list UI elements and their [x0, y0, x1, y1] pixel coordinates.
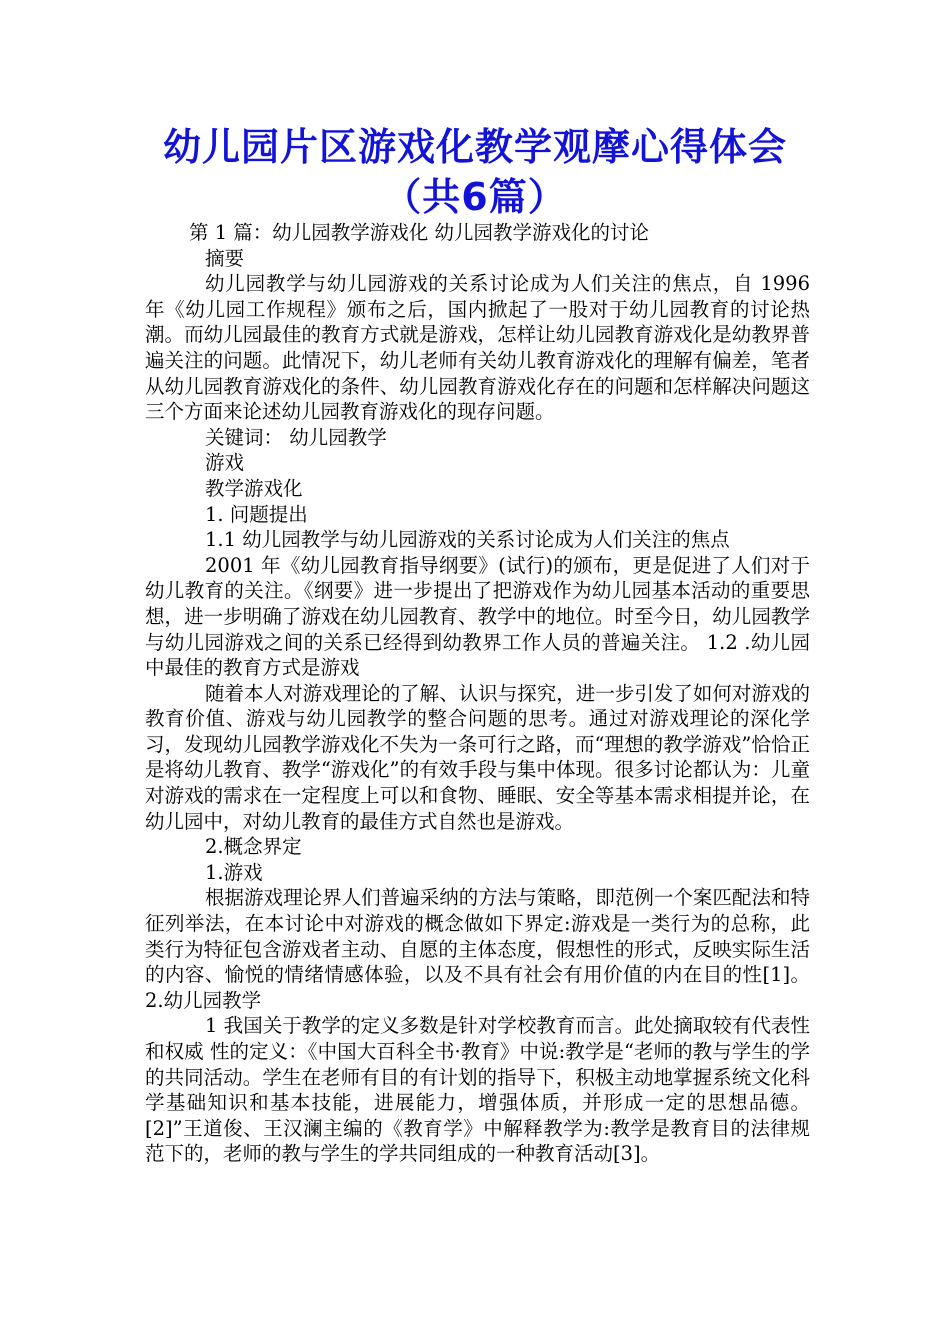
body-paragraph: 2001 年《幼儿园教育指导纲要》(试行)的颁布，更是促进了人们对于幼儿教育的关注。《纲要》进一步提出了把游戏作为幼儿园基本活动的重要思想，进一步明确了游戏在幼儿园教育、教学中的地位。时至今日，幼儿园教学与幼儿园游戏之间的关系已经得到幼教界工作人员的普遍关注。 1.2 .幼儿园中最佳的教育方式是游戏 [145, 553, 810, 680]
abstract-heading: 摘要 [205, 246, 245, 270]
document-title: 幼儿园片区游戏化教学观摩心得体会（共6篇） [162, 125, 787, 219]
section-heading: 2.概念界定 [205, 835, 302, 859]
chapter-heading: 第 1 篇：幼儿园教学游戏化 幼儿园教学游戏化的讨论 [189, 221, 650, 244]
keyword-item: 教学游戏化 [205, 476, 303, 500]
body-paragraph: 随着本人对游戏理论的了解、认识与探究，进一步引发了如何对游戏的教育价值、游戏与幼儿园教学的整合问题的思考。通过对游戏理论的深化学习，发现幼儿园教学游戏化不失为一条可行之路，而“理想的教学游戏”恰恰正是将幼儿教育、教学“游戏化”的有效手段与集中体现。很多讨论都认为：儿童对游戏的需求在一定程度上可以和食物、睡眠、安全等基本需求相提并论，在幼儿园中，对幼儿教育的最佳方式自然也是游戏。 [145, 681, 810, 833]
keyword-item: 游戏 [205, 451, 245, 475]
body-paragraph: 1 我国关于教学的定义多数是针对学校教育而言。此处摘取较有代表性和权威 性的定义：《中国大百科全书·教育》中说:教学是“老师的教与学生的学的共同活动。学生在老师有目的有计划的指导下，积极主动地掌握系统文化科学基础知识和基本技能，进展能力，增强体质，并形成一定的思想品德。[2]”王道俊、王汉澜主编的《教育学》中解释教学为:教学是教育目的法律规范下的，老师的教与学生的学共同组成的一种教育活动[3]。 [145, 1014, 810, 1166]
abstract-paragraph: 幼儿园教学与幼儿园游戏的关系讨论成为人们关注的焦点，自 1996 年《幼儿园工作规程》颁布之后，国内掀起了一股对于幼儿园教育的讨论热潮。而幼儿园最佳的教育方式就是游戏，怎样让幼儿园教育游戏化是幼教界普遍关注的问题。此情况下，幼儿老师有关幼儿教育游戏化的理解有偏差，笔者从幼儿园教育游戏化的条件、幼儿园教育游戏化存在的问题和怎样解决问题这三个方面来论述幼儿园教育游戏化的现存问题。 [145, 272, 810, 424]
document-body [145, 220, 810, 1167]
subsection-heading: 1.游戏 [205, 860, 263, 884]
subsection-heading: 1.1 幼儿园教学与幼儿园游戏的关系讨论成为人们关注的焦点 [205, 528, 730, 552]
section-heading: 1. 问题提出 [205, 502, 308, 526]
keywords-line: 关键词： 幼儿园教学 [205, 425, 387, 449]
body-paragraph: 根据游戏理论界人们普遍采纳的方法与策略，即范例一个案匹配法和特征列举法，在本讨论中对游戏的概念做如下界定:游戏是一类行为的总称，此类行为特征包含游戏者主动、自愿的主体态度，假想性的形式，反映实际生活的内容、愉悦的情绪情感体验，以及不具有社会有用价值的内在目的性[1]。 2.幼儿园教学 [145, 886, 810, 1012]
